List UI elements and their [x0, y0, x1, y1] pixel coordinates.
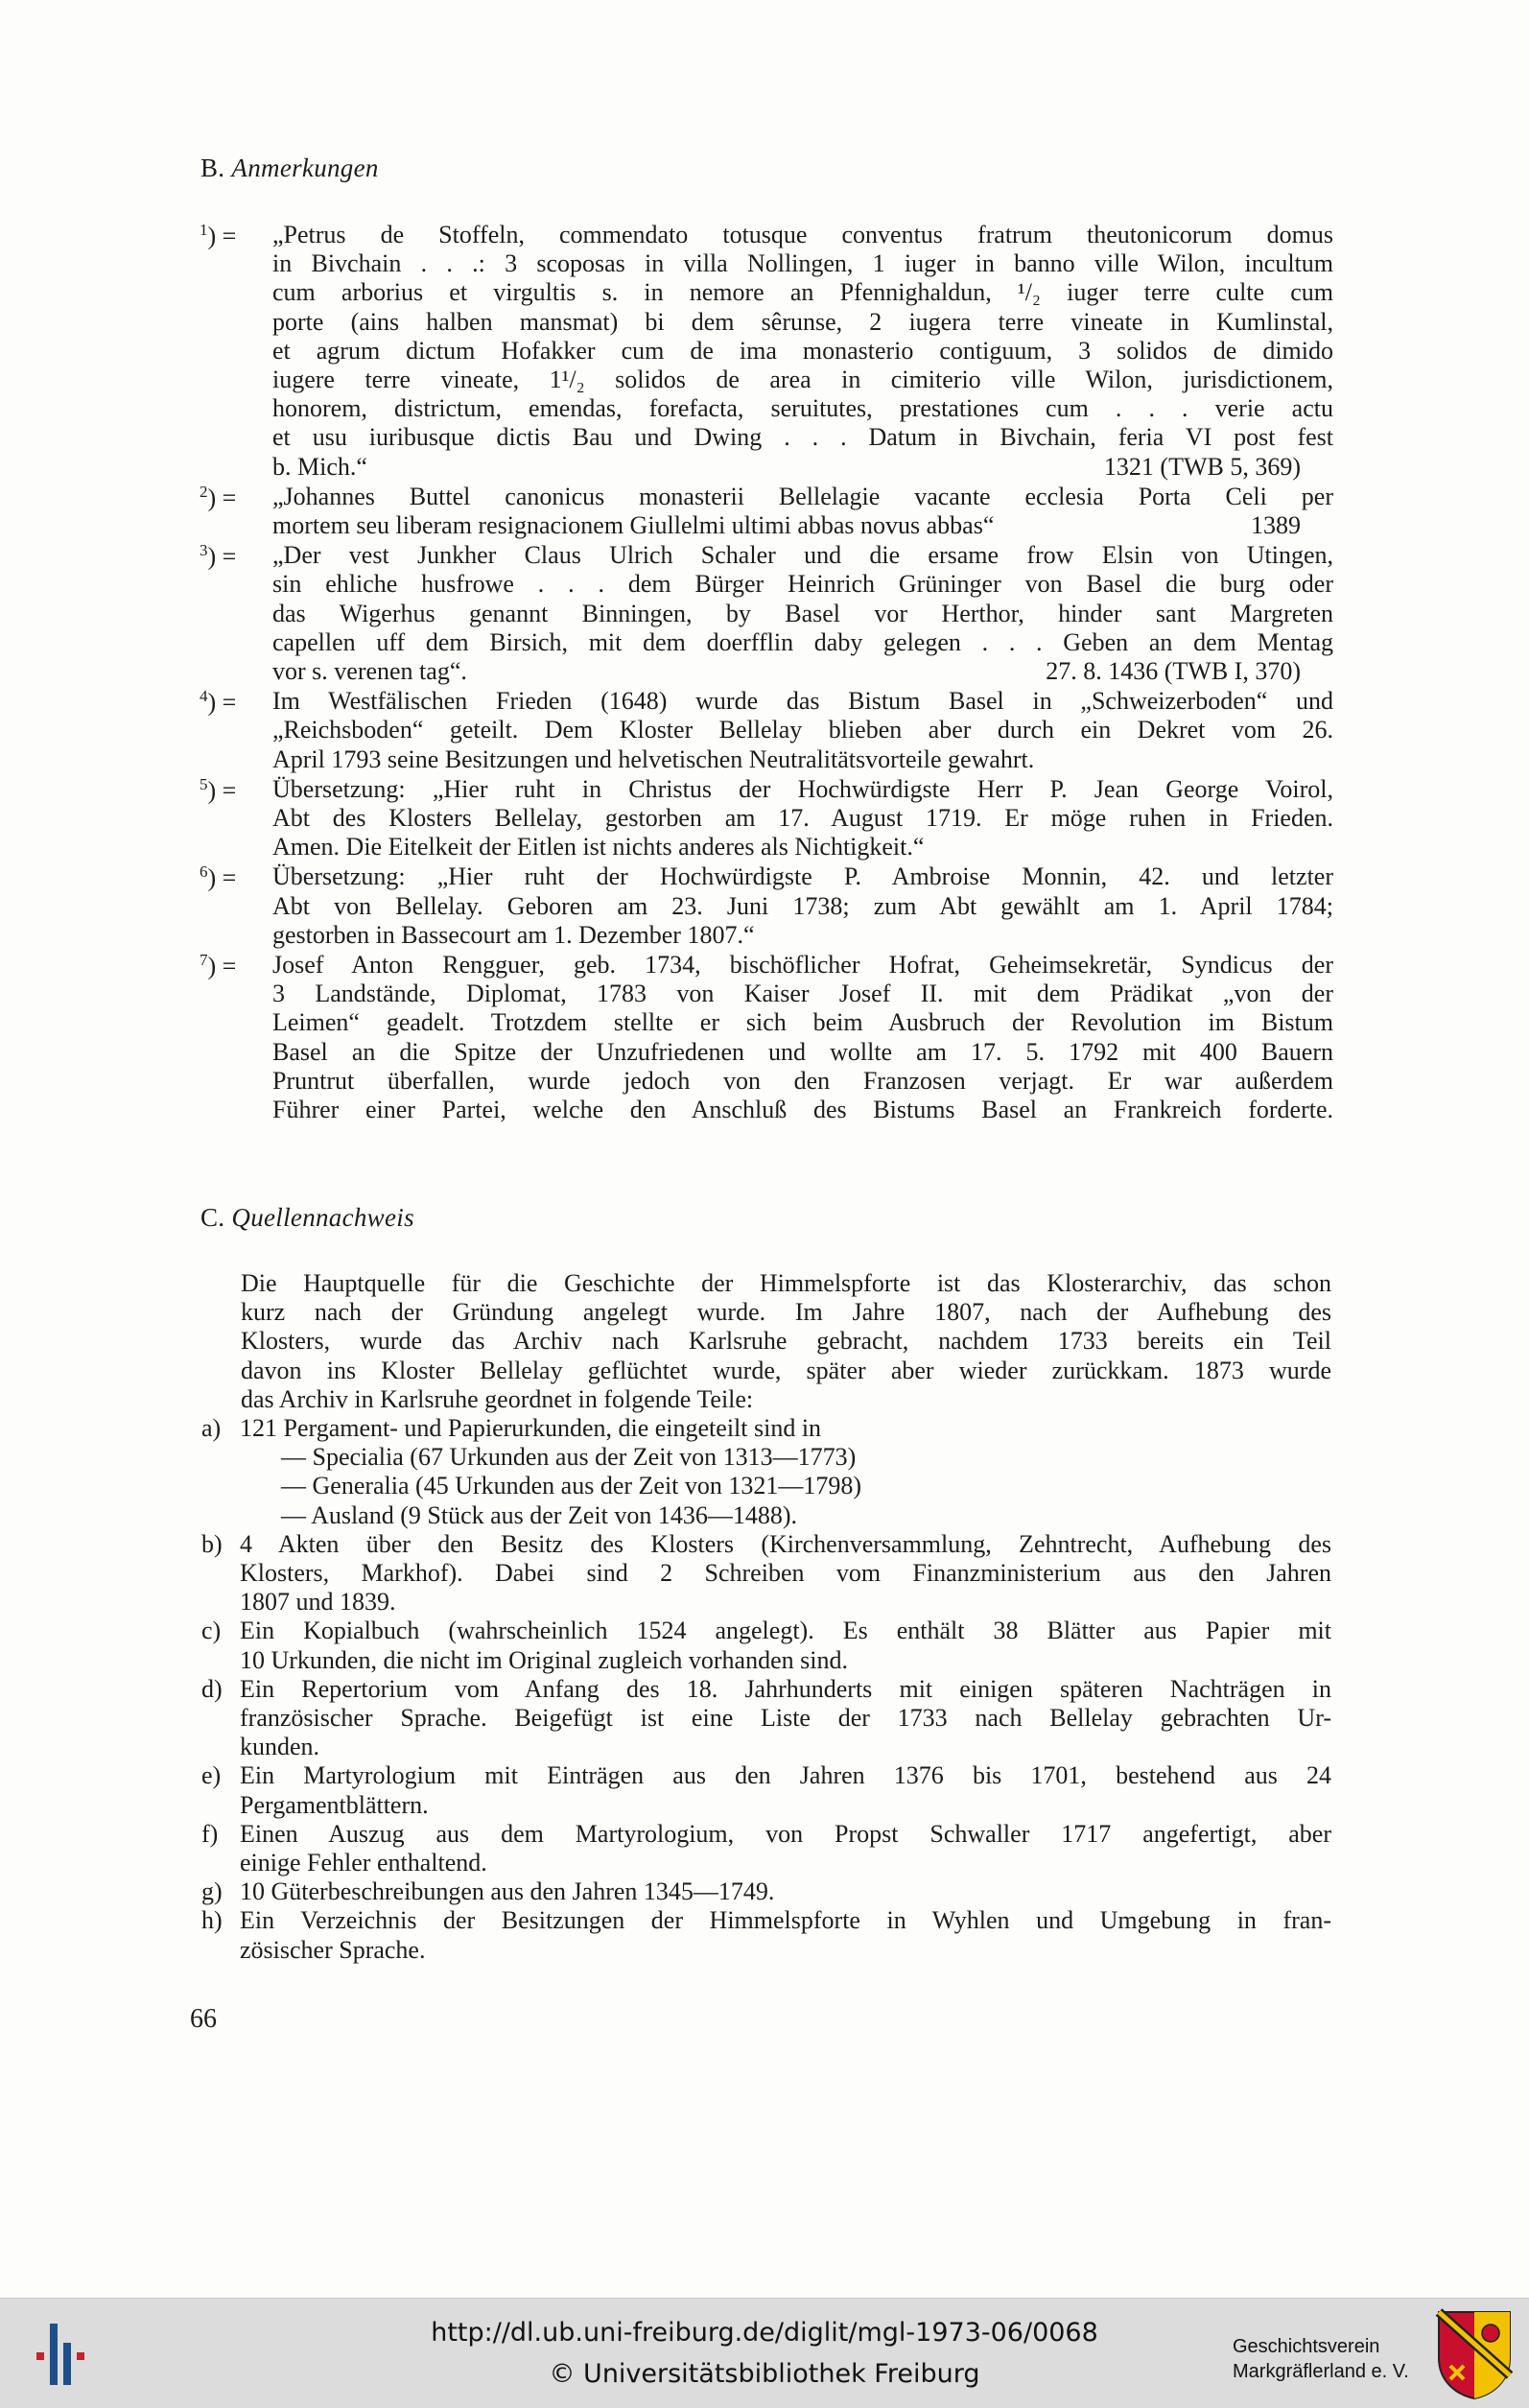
footnote-last-line	[272, 511, 1333, 540]
section-title: Quellennachweis	[231, 1203, 414, 1232]
intro-line: das Archiv in Karlsruhe geordnet in folgende Teile:	[241, 1384, 754, 1413]
footnote-equals: ) =	[207, 542, 237, 571]
citation	[1301, 745, 1333, 774]
footnote-line: iugere terre vineate, 1¹/₂ solidos de area in cimiterio ville Wilon, jurisdictionem,	[272, 366, 1333, 394]
sources-section	[0, 1269, 1529, 1965]
item-label: a)	[201, 1414, 222, 1443]
subitem-line: — Ausland (9 Stück aus der Zeit von 1436—1488).	[281, 1500, 797, 1529]
footnote-line: gestorben in Bassecourt am 1. Dezember 1807.“	[272, 920, 755, 949]
footnote-equals: ) =	[207, 484, 237, 512]
footnote-line: b. Mich.“	[272, 452, 367, 481]
item-line: 10 Urkunden, die nicht im Original zugleich vorhanden sind.	[240, 1645, 848, 1674]
footnote-line: 3 Landstände, Diplomat, 1783 von Kaiser Josef II. mit dem Prädikat „von der	[272, 980, 1333, 1008]
footnote-last-line	[272, 453, 1333, 482]
footnote-line: Josef Anton Rengguer, geb. 1734, bischöflicher Hofrat, Geheimsekretär, Syndicus der	[272, 951, 1333, 980]
section-heading-sources	[200, 1203, 414, 1233]
footnote-line: Amen. Die Eitelkeit der Eitlen ist nichts anderes als Nichtigkeit.“	[272, 833, 925, 862]
item-line: Pergamentblättern.	[240, 1790, 429, 1819]
subitem-line: — Specialia (67 Urkunden aus der Zeit von 1313—1773)	[281, 1443, 857, 1472]
item-line: Ein Verzeichnis der Besitzungen der Himmelspforte in Wyhlen und Umgebung in fran-	[240, 1906, 1331, 1935]
footnote	[0, 951, 1529, 1124]
item-line: Ein Repertorium vom Anfang des 18. Jahrhunderts mit einigen späteren Nachträgen in	[240, 1674, 1331, 1703]
footnote	[0, 483, 1529, 540]
footnote-line: Pruntrut überfallen, wurde jedoch von den Franzosen verjagt. Er war außerdem	[272, 1066, 1333, 1095]
footnote-marker	[200, 862, 236, 893]
item-label: g)	[201, 1877, 223, 1906]
footnote-line: cum arborius et virgultis s. in nemore an Pfennighaldun, ¹/₂ iuger terre culte cum	[272, 278, 1333, 307]
intro-line: davon ins Kloster Bellelay geflüchtet wurde, später aber wieder zurückkam. 1873 wurde	[241, 1356, 1331, 1384]
footnote-line: Übersetzung: „Hier ruht der Hochwürdigste P. Ambroise Monnin, 42. und letzter	[272, 862, 1333, 891]
item-line: Ein Martyrologium mit Einträgen aus den Jahren 1376 bis 1701, bestehend aus 24	[240, 1761, 1331, 1790]
footnote-equals: ) =	[207, 864, 237, 893]
item-line: 4 Akten über den Besitz des Klosters (Kirchenversammlung, Zehntrecht, Aufhebung des	[240, 1529, 1331, 1558]
footnote-number: 4	[200, 687, 208, 706]
footnote-line: Führer einer Partei, welche den Anschluß des Bistums Basel an Frankreich forderte.	[272, 1096, 1333, 1124]
footnote	[0, 862, 1529, 950]
item-label: e)	[201, 1761, 222, 1790]
citation	[1301, 833, 1333, 862]
footnote-line: Basel an die Spitze der Unzufriedenen und wollte am 17. 5. 1792 mit 400 Bauern	[272, 1037, 1333, 1066]
organization-name	[1233, 2334, 1424, 2384]
footnote-line: Abt von Bellelay. Geboren am 23. Juni 1738; zum Abt gewählt am 1. April 1784;	[272, 891, 1333, 920]
page-number: 66	[190, 2004, 217, 2034]
footnote-marker	[200, 541, 236, 572]
footnote-line: April 1793 seine Besitzungen und helvetischen Neutralitätsvorteile gewahrt.	[272, 744, 1035, 773]
intro-line: Klosters, wurde das Archiv nach Karlsruhe gebracht, nachdem 1733 bereits ein Teil	[241, 1327, 1331, 1356]
footnote-equals: ) =	[207, 952, 237, 980]
item-line: einige Fehler enthaltend.	[240, 1849, 487, 1877]
footnote-last-line	[272, 745, 1333, 774]
footnote-number: 1	[200, 221, 208, 239]
footnote-line: porte (ains halben mansmat) bi dem sêrunse, 2 iugera terre vineate in Kumlinstal,	[272, 307, 1333, 336]
footnote-line: et agrum dictum Hofakker cum de ima monasterio contiguum, 3 solidos de dimido	[272, 336, 1333, 365]
item-label: b)	[201, 1529, 223, 1558]
source-item	[0, 1906, 1529, 1964]
coat-of-arms-icon	[1435, 2308, 1514, 2400]
footnote	[0, 687, 1529, 774]
item-line: zösischer Sprache.	[240, 1935, 426, 1964]
source-item	[0, 1675, 1529, 1762]
footnote	[0, 541, 1529, 686]
permalink-link[interactable]: http://dl.ub.uni-freiburg.de/diglit/mgl-1973-06/0068	[431, 2318, 1098, 2348]
footnote-line: Übersetzung: „Hier ruht in Christus der Hochwürdigste Herr P. Jean George Voirol,	[272, 774, 1333, 803]
footnote-marker	[200, 775, 236, 806]
footnote-marker	[200, 951, 236, 981]
item-line: Ein Kopialbuch (wahrscheinlich 1524 angelegt). Es enthält 38 Blätter aus Papier mit	[240, 1617, 1331, 1645]
footnote-line: Abt des Klosters Bellelay, gestorben am 17. August 1719. Er möge ruhen in Frieden.	[272, 804, 1333, 833]
footnote-number: 2	[200, 482, 208, 501]
footnote-equals: ) =	[207, 222, 237, 250]
item-label: d)	[201, 1674, 223, 1703]
footnote-marker	[200, 483, 236, 513]
footnote-line: Im Westfälischen Frieden (1648) wurde das Bistum Basel in „Schweizerboden“ und	[272, 687, 1333, 716]
section-title: Anmerkungen	[231, 153, 379, 182]
copyright-notice: © Universitätsbibliothek Freiburg	[549, 2359, 980, 2389]
footnote-line: in Bivchain . . .: 3 scoposas in villa Nollingen, 1 iuger in banno ville Wilon, incultum	[272, 249, 1333, 278]
footnote-last-line	[272, 833, 1333, 862]
footnote-line: Leimen“ geadelt. Trotzdem stellte er sich beim Ausbruch der Revolution im Bistum	[272, 1008, 1333, 1037]
footnote-line: das Wigerhus genannt Binningen, by Basel vor Herthor, hinder sant Margreten	[272, 599, 1333, 627]
source-item	[0, 1820, 1529, 1877]
citation	[1301, 921, 1333, 950]
footnote-line: „Reichsboden“ geteilt. Dem Kloster Bellelay blieben aber durch ein Dekret vom 26.	[272, 716, 1333, 744]
organization-line-1: Geschichtsverein	[1233, 2336, 1380, 2357]
source-subitem	[0, 1443, 1529, 1472]
footnote-line: sin ehliche husfrowe . . . dem Bürger Heinrich Grüninger von Basel die burg oder	[272, 570, 1333, 599]
intro-line: Die Hauptquelle für die Geschichte der Himmelspforte ist das Klosterarchiv, das schon	[241, 1269, 1331, 1297]
subitem-line: — Generalia (45 Urkunden aus der Zeit von 1321—1798)	[281, 1472, 862, 1500]
source-item	[0, 1414, 1529, 1443]
footnote-line: honorem, districtum, emendas, forefacta, seruitutes, prestationes cum . . . verie actu	[272, 394, 1333, 423]
citation: 1321 (TWB 5, 369)	[1103, 452, 1301, 481]
source-subitem	[0, 1501, 1529, 1530]
section-heading-notes	[200, 153, 379, 183]
footnote-last-line	[272, 657, 1333, 686]
item-label: c)	[201, 1617, 222, 1645]
section-letter: B.	[200, 153, 225, 182]
footnote-number: 6	[200, 862, 208, 882]
organization-line-2: Markgräflerland e. V.	[1233, 2361, 1409, 2382]
citation: 27. 8. 1436 (TWB I, 370)	[1046, 657, 1301, 686]
item-line: Einen Auszug aus dem Martyrologium, von Propst Schwaller 1717 angefertigt, aber	[240, 1819, 1331, 1848]
source-item	[0, 1530, 1529, 1617]
footnote-marker	[200, 687, 236, 718]
footnote-number: 7	[200, 951, 208, 970]
footnote-number: 5	[200, 774, 208, 793]
footnote	[0, 775, 1529, 862]
footnote-line: „Johannes Buttel canonicus monasterii Bellelagie vacante ecclesia Porta Celi per	[272, 482, 1333, 510]
item-label: f)	[201, 1819, 219, 1848]
item-line: 10 Güterbeschreibungen aus den Jahren 1345—1749.	[240, 1877, 775, 1906]
source-subitem	[0, 1472, 1529, 1500]
footnote-line: mortem seu liberam resignacionem Giullelmi ultimi abbas novus abbas“	[272, 511, 995, 540]
footnote-equals: ) =	[207, 688, 237, 717]
source-item	[0, 1877, 1529, 1906]
source-item	[0, 1617, 1529, 1674]
section-letter: C.	[200, 1203, 225, 1232]
item-line: 121 Pergament- und Papierurkunden, die eingeteilt sind in	[240, 1414, 822, 1443]
item-line: Klosters, Markhof). Dabei sind 2 Schreiben vom Finanzministerium aus den Jahren	[240, 1559, 1331, 1588]
footnote-line: et usu iuribusque dictis Bau und Dwing . . . Datum in Bivchain, feria VI post fest	[272, 423, 1333, 452]
footnote-line: vor s. verenen tag“.	[272, 657, 467, 686]
footnote-last-line	[272, 921, 1333, 950]
footnotes-list	[0, 221, 1529, 1125]
footnote-line: „Der vest Junkher Claus Ulrich Schaler und die ersame frow Elsin von Utingen,	[272, 541, 1333, 570]
footnote-number: 3	[200, 541, 208, 560]
footnote-equals: ) =	[207, 776, 237, 805]
footnote-marker	[200, 221, 236, 251]
item-line: 1807 und 1839.	[240, 1588, 396, 1617]
item-line: kunden.	[240, 1733, 320, 1761]
footnote	[0, 221, 1529, 482]
footnote-line: capellen uff dem Birsich, mit dem doerfflin daby gelegen . . . Geben an dem Mentag	[272, 627, 1333, 656]
source-item	[0, 1761, 1529, 1819]
citation: 1389	[1251, 511, 1301, 540]
item-label: h)	[201, 1906, 223, 1935]
item-line: französischer Sprache. Beigefügt ist eine Liste der 1733 nach Bellelay gebrachten Ur-	[240, 1704, 1331, 1733]
footnote-line: „Petrus de Stoffeln, commendato totusque conventus fratrum theutonicorum domus	[272, 221, 1333, 248]
sources-intro	[0, 1269, 1529, 1414]
viewer-footer	[0, 2298, 1529, 2408]
intro-line: kurz nach der Gründung angelegt wurde. Im Jahre 1807, nach der Aufhebung des	[241, 1298, 1331, 1327]
